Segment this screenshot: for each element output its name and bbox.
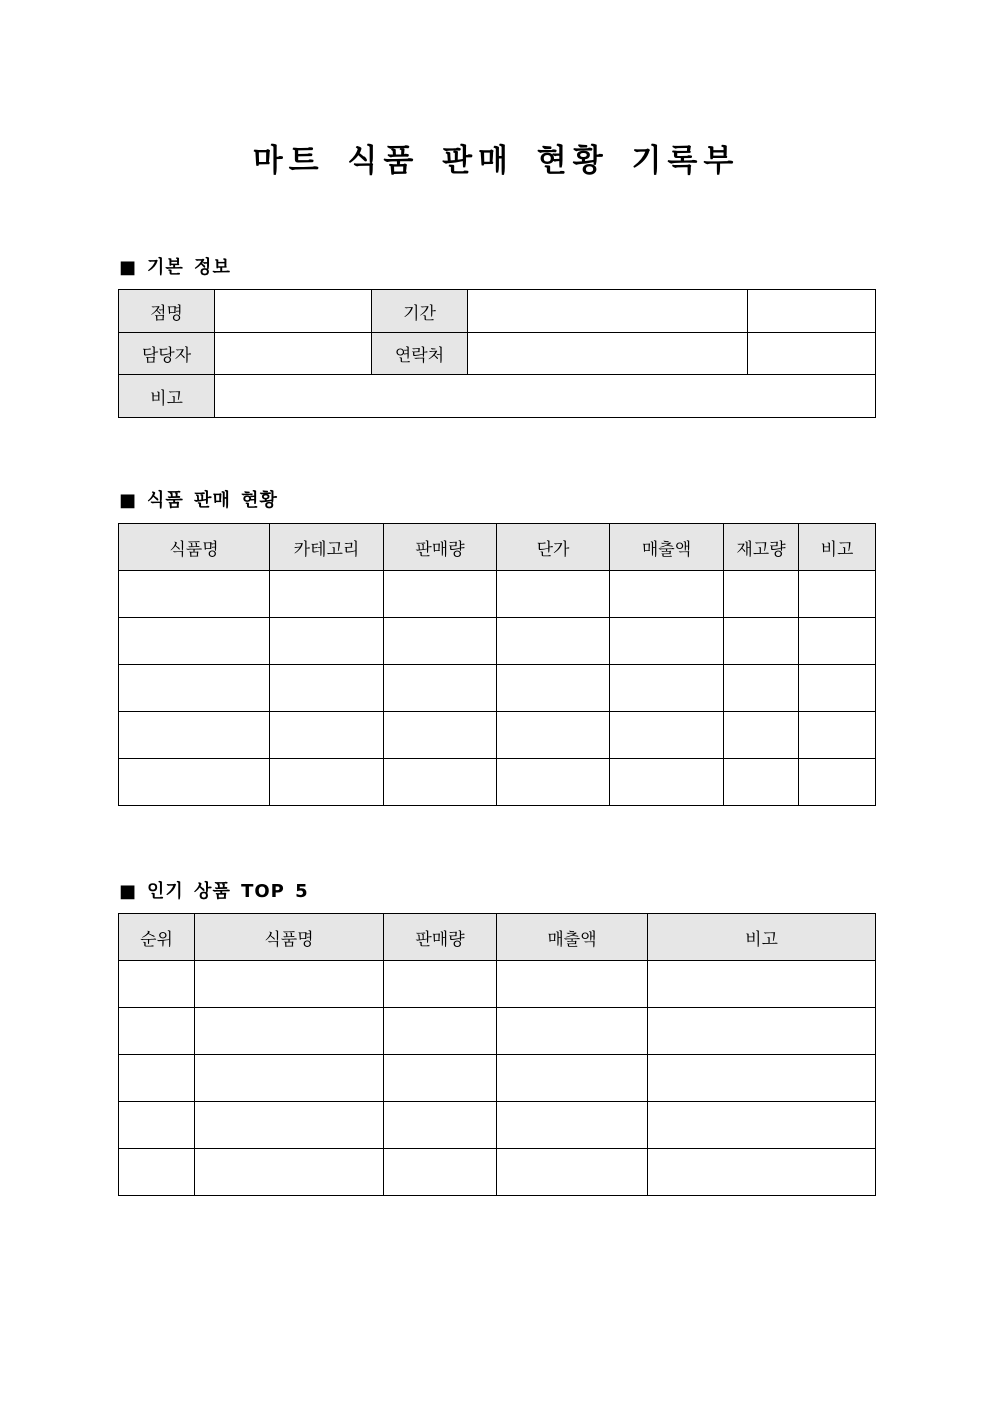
table-cell[interactable] (119, 961, 195, 1008)
table-cell[interactable] (497, 571, 610, 618)
table-cell[interactable] (648, 1102, 876, 1149)
table-cell[interactable] (119, 712, 270, 759)
page-title: 마트 식품 판매 현황 기록부 (252, 143, 740, 179)
period-field[interactable] (468, 290, 748, 333)
table-row (119, 290, 876, 333)
table-cell[interactable] (119, 1055, 195, 1102)
table-cell[interactable] (497, 618, 610, 665)
column-header: 매출액 (610, 524, 724, 571)
table-cell[interactable] (799, 665, 876, 712)
table-cell[interactable] (384, 665, 497, 712)
table-cell[interactable] (270, 571, 384, 618)
table-row (119, 759, 876, 806)
table-cell[interactable] (497, 1008, 648, 1055)
section-heading-basic-info (119, 253, 231, 279)
table-cell[interactable] (799, 618, 876, 665)
table-cell[interactable] (724, 618, 799, 665)
section-heading-top5 (119, 877, 309, 903)
column-header: 매출액 (497, 914, 648, 961)
table-row (119, 375, 876, 418)
table-cell[interactable] (119, 571, 270, 618)
table-cell[interactable] (195, 1008, 384, 1055)
contact-field[interactable] (468, 333, 748, 375)
square-bullet-icon: ■ (119, 257, 138, 278)
table-cell[interactable] (270, 712, 384, 759)
store-name-label: 점명 (119, 290, 215, 333)
table-row (119, 665, 876, 712)
square-bullet-icon: ■ (119, 490, 138, 511)
period-label: 기간 (372, 290, 468, 333)
table-row (119, 1055, 876, 1102)
table-cell[interactable] (497, 1149, 648, 1196)
table-cell[interactable] (497, 1055, 648, 1102)
contact-label: 연락처 (372, 333, 468, 375)
table-cell[interactable] (724, 759, 799, 806)
table-cell[interactable] (610, 618, 724, 665)
basic-info-table (118, 289, 876, 418)
table-cell[interactable] (119, 1008, 195, 1055)
column-header: 판매량 (384, 914, 497, 961)
table-header-row (119, 914, 876, 961)
table-cell[interactable] (497, 759, 610, 806)
store-name-field[interactable] (215, 290, 372, 333)
section-title: 기본 정보 (147, 257, 231, 278)
table-row (119, 961, 876, 1008)
manager-field[interactable] (215, 333, 372, 375)
table-cell[interactable] (119, 665, 270, 712)
table-row (119, 618, 876, 665)
table-cell[interactable] (270, 618, 384, 665)
column-header: 카테고리 (270, 524, 384, 571)
table-cell[interactable] (270, 665, 384, 712)
table-cell[interactable] (119, 618, 270, 665)
table-header-row (119, 524, 876, 571)
table-cell[interactable] (270, 759, 384, 806)
contact-extra-field[interactable] (748, 333, 876, 375)
column-header: 식품명 (195, 914, 384, 961)
table-row (119, 1149, 876, 1196)
table-cell[interactable] (724, 665, 799, 712)
table-cell[interactable] (610, 571, 724, 618)
table-cell[interactable] (610, 665, 724, 712)
table-cell[interactable] (195, 1055, 384, 1102)
table-cell[interactable] (384, 961, 497, 1008)
table-cell[interactable] (384, 1008, 497, 1055)
table-cell[interactable] (119, 759, 270, 806)
table-cell[interactable] (799, 712, 876, 759)
table-cell[interactable] (384, 618, 497, 665)
column-header: 식품명 (119, 524, 270, 571)
section-heading-sales (119, 486, 278, 512)
table-cell[interactable] (195, 961, 384, 1008)
table-cell[interactable] (799, 571, 876, 618)
table-cell[interactable] (610, 759, 724, 806)
note-field[interactable] (215, 375, 876, 418)
table-cell[interactable] (119, 1149, 195, 1196)
table-cell[interactable] (384, 1055, 497, 1102)
period-extra-field[interactable] (748, 290, 876, 333)
table-cell[interactable] (648, 1055, 876, 1102)
column-header: 비고 (648, 914, 876, 961)
table-cell[interactable] (384, 1102, 497, 1149)
table-row (119, 1008, 876, 1055)
column-header: 판매량 (384, 524, 497, 571)
column-header: 비고 (799, 524, 876, 571)
table-cell[interactable] (648, 1008, 876, 1055)
table-cell[interactable] (195, 1149, 384, 1196)
table-cell[interactable] (648, 1149, 876, 1196)
column-header: 단가 (497, 524, 610, 571)
table-row (119, 571, 876, 618)
table-cell[interactable] (384, 712, 497, 759)
table-cell[interactable] (384, 759, 497, 806)
table-cell[interactable] (497, 665, 610, 712)
sales-table (118, 523, 876, 806)
table-cell[interactable] (384, 571, 497, 618)
table-cell[interactable] (497, 1102, 648, 1149)
table-row (119, 333, 876, 375)
table-cell[interactable] (497, 961, 648, 1008)
table-cell[interactable] (497, 712, 610, 759)
table-cell[interactable] (610, 712, 724, 759)
section-title: 식품 판매 현황 (147, 490, 278, 511)
top5-table (118, 913, 876, 1196)
table-cell[interactable] (648, 961, 876, 1008)
manager-label: 담당자 (119, 333, 215, 375)
table-cell[interactable] (799, 759, 876, 806)
table-row (119, 1102, 876, 1149)
table-cell[interactable] (384, 1149, 497, 1196)
table-cell[interactable] (195, 1102, 384, 1149)
section-title: 인기 상품 TOP 5 (147, 881, 309, 902)
square-bullet-icon: ■ (119, 881, 138, 902)
column-header: 순위 (119, 914, 195, 961)
table-cell[interactable] (724, 712, 799, 759)
note-label: 비고 (119, 375, 215, 418)
column-header: 재고량 (724, 524, 799, 571)
table-cell[interactable] (724, 571, 799, 618)
table-cell[interactable] (119, 1102, 195, 1149)
table-row (119, 712, 876, 759)
